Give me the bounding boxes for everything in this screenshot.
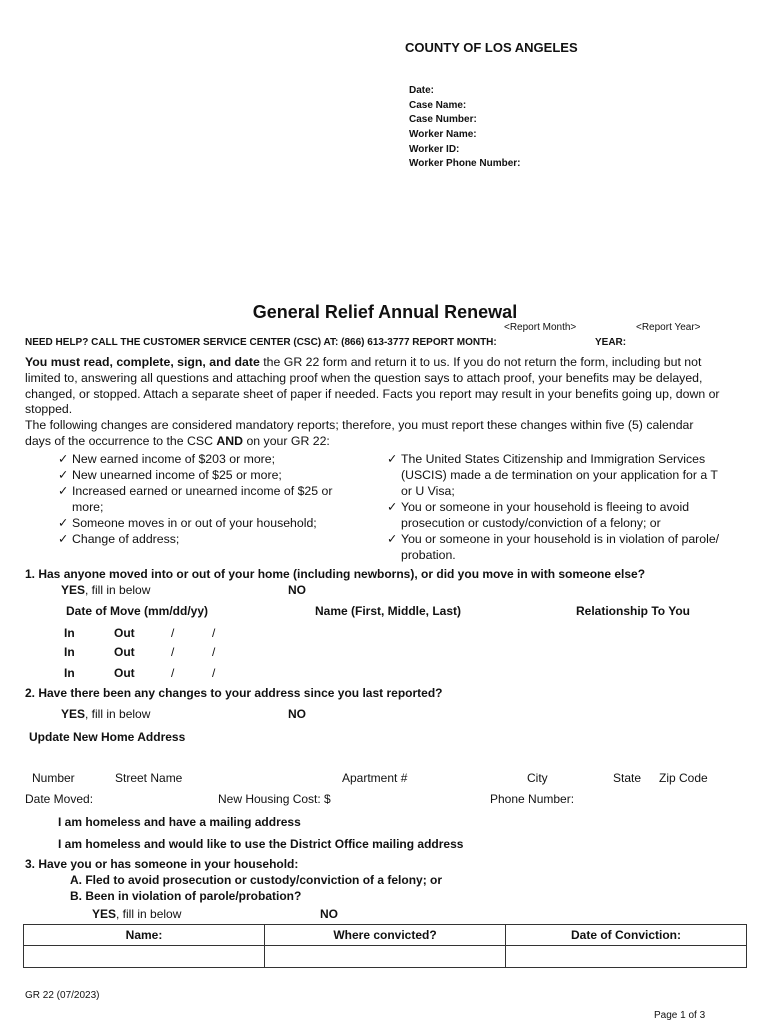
- question-2: 2. Have there been any changes to your address since you last reported?: [25, 686, 443, 700]
- q1-col-relationship: Relationship To You: [576, 604, 690, 618]
- table-header-row: [24, 925, 747, 946]
- intro-line2: limited to, answering all questions and attaching proof when the question says to attach proof, your benefits may be delayed,: [25, 370, 703, 385]
- report-month-hint: <Report Month>: [504, 322, 577, 333]
- q3-yes-hint: , fill in below: [116, 907, 182, 921]
- form-title: General Relief Annual Renewal: [252, 302, 518, 322]
- q2-yes-label: YES: [61, 707, 86, 721]
- address-zip-label: Zip Code: [659, 771, 708, 785]
- check-item-text: New unearned income of $25 or more;: [72, 468, 282, 482]
- q3-yes-option[interactable]: [92, 907, 181, 921]
- q1-row-out[interactable]: Out: [114, 626, 135, 640]
- check-item-text: Increased earned or unearned income of $25 or: [72, 484, 333, 498]
- q1-row-out[interactable]: Out: [114, 666, 135, 680]
- intro-line5: The following changes are considered mandatory reports; therefore, you must report these changes within five (5) calendar: [25, 418, 694, 433]
- check-mark-icon: ✓: [58, 484, 69, 498]
- address-apartment-label: Apartment #: [342, 771, 408, 785]
- intro-line6-and: AND: [216, 433, 244, 448]
- report-year-hint: <Report Year>: [636, 322, 701, 333]
- q1-col-name: Name (First, Middle, Last): [315, 604, 462, 618]
- check-mark-icon: ✓: [58, 532, 69, 546]
- col-where-convicted: Where convicted?: [265, 925, 506, 946]
- checklist-left: [58, 452, 358, 552]
- q3-no-option[interactable]: NO: [320, 907, 338, 921]
- intro-line6-pre: days of the occurrence to the CSC: [25, 433, 217, 448]
- conviction-table: [23, 924, 747, 968]
- check-item-text: You or someone in your household is in violation of parole/: [401, 532, 720, 546]
- check-item-text: The United States Citizenship and Immigration Services: [401, 452, 706, 466]
- check-mark-icon: ✓: [387, 500, 398, 514]
- check-item-text: Someone moves in or out of your household;: [72, 516, 317, 530]
- q1-yes-label: YES: [61, 583, 86, 597]
- phone-number-label: Phone Number:: [490, 792, 575, 806]
- check-item-text-cont: (USCIS) made a de termination on your application for a T: [401, 468, 718, 482]
- name-cell[interactable]: [24, 946, 265, 968]
- date-slash: /: [212, 626, 216, 640]
- checklist-right: [387, 452, 757, 567]
- check-item-text-cont: prosecution or custody/conviction of a felony; or: [401, 516, 661, 530]
- county-name: COUNTY OF LOS ANGELES: [405, 40, 578, 55]
- housing-cost-label: New Housing Cost: $: [218, 792, 331, 806]
- q1-row-out[interactable]: Out: [114, 645, 135, 659]
- update-address-heading: Update New Home Address: [29, 730, 186, 744]
- q1-no-option[interactable]: NO: [288, 583, 306, 597]
- date-moved-label: Date Moved:: [25, 792, 94, 806]
- check-mark-icon: ✓: [387, 452, 398, 466]
- q2-yes-hint: , fill in below: [85, 707, 151, 721]
- where-cell[interactable]: [265, 946, 506, 968]
- table-row: [24, 946, 747, 968]
- check-item-text-cont: probation.: [401, 548, 456, 562]
- q1-yes-hint: , fill in below: [85, 583, 151, 597]
- worker-name-label: Worker Name:: [409, 129, 477, 140]
- q2-yes-option[interactable]: [61, 707, 150, 721]
- date-slash: /: [212, 666, 216, 680]
- check-mark-icon: ✓: [58, 516, 69, 530]
- date-slash: /: [171, 666, 175, 680]
- check-item-text-cont: more;: [72, 500, 104, 514]
- question-1: 1. Has anyone moved into or out of your home (including newborns), or did you move in with someone else?: [25, 567, 646, 581]
- address-number-label: Number: [32, 771, 75, 785]
- check-mark-icon: ✓: [58, 452, 69, 466]
- address-street-label: Street Name: [115, 771, 183, 785]
- check-item-text: Change of address;: [72, 532, 180, 546]
- col-date-of-conviction: Date of Conviction:: [506, 925, 747, 946]
- intro-line6-post: on your GR 22:: [243, 433, 330, 448]
- check-mark-icon: ✓: [58, 468, 69, 482]
- intro-lead: You must read, complete, sign, and date: [25, 355, 260, 369]
- intro-line4: stopped.: [25, 402, 73, 417]
- case-name-label: Case Name:: [409, 100, 467, 111]
- col-name: Name:: [24, 925, 265, 946]
- address-state-label: State: [613, 771, 642, 785]
- question-3b: B. Been in violation of parole/probation?: [70, 889, 302, 903]
- check-item-text: You or someone in your household is fleeing to avoid: [401, 500, 690, 514]
- help-line: NEED HELP? CALL THE CUSTOMER SERVICE CENTER (CSC) AT: (866) 613-3777 REPORT MONTH:: [25, 337, 497, 348]
- q3-yes-label: YES: [92, 907, 117, 921]
- intro-line3: changed, or stopped. Attach a separate sheet of paper if needed. Facts you report may result in your benefits going up, down or: [25, 386, 720, 401]
- form-id: GR 22 (07/2023): [25, 990, 100, 1001]
- q2-no-option[interactable]: NO: [288, 707, 306, 721]
- question-3a: A. Fled to avoid prosecution or custody/conviction of a felony; or: [70, 873, 443, 887]
- homeless-mailing-option[interactable]: I am homeless and have a mailing address: [58, 815, 301, 829]
- date-slash: /: [171, 626, 175, 640]
- date-cell[interactable]: [506, 946, 747, 968]
- q1-row-in[interactable]: In: [64, 626, 75, 640]
- year-label: YEAR:: [595, 337, 627, 348]
- worker-phone-label: Worker Phone Number:: [409, 158, 521, 169]
- homeless-district-option[interactable]: I am homeless and would like to use the District Office mailing address: [58, 837, 464, 851]
- question-3: 3. Have you or has someone in your household:: [25, 857, 299, 871]
- intro-line1: the GR 22 form and return it to us. If you do not return the form, including but not: [259, 355, 702, 369]
- date-slash: /: [171, 645, 175, 659]
- check-mark-icon: ✓: [387, 532, 398, 546]
- page-number: Page 1 of 3: [654, 1010, 706, 1021]
- intro-paragraph: [25, 355, 745, 450]
- check-item-text: New earned income of $203 or more;: [72, 452, 276, 466]
- q1-row-in[interactable]: In: [64, 666, 75, 680]
- q1-col-date: Date of Move (mm/dd/yy): [66, 604, 209, 618]
- date-label: Date:: [409, 85, 435, 96]
- check-item-text-cont: or U Visa;: [401, 484, 455, 498]
- q1-yes-option[interactable]: [61, 583, 150, 597]
- address-city-label: City: [527, 771, 548, 785]
- date-slash: /: [212, 645, 216, 659]
- case-number-label: Case Number:: [409, 114, 477, 125]
- worker-id-label: Worker ID:: [409, 144, 460, 155]
- q1-row-in[interactable]: In: [64, 645, 75, 659]
